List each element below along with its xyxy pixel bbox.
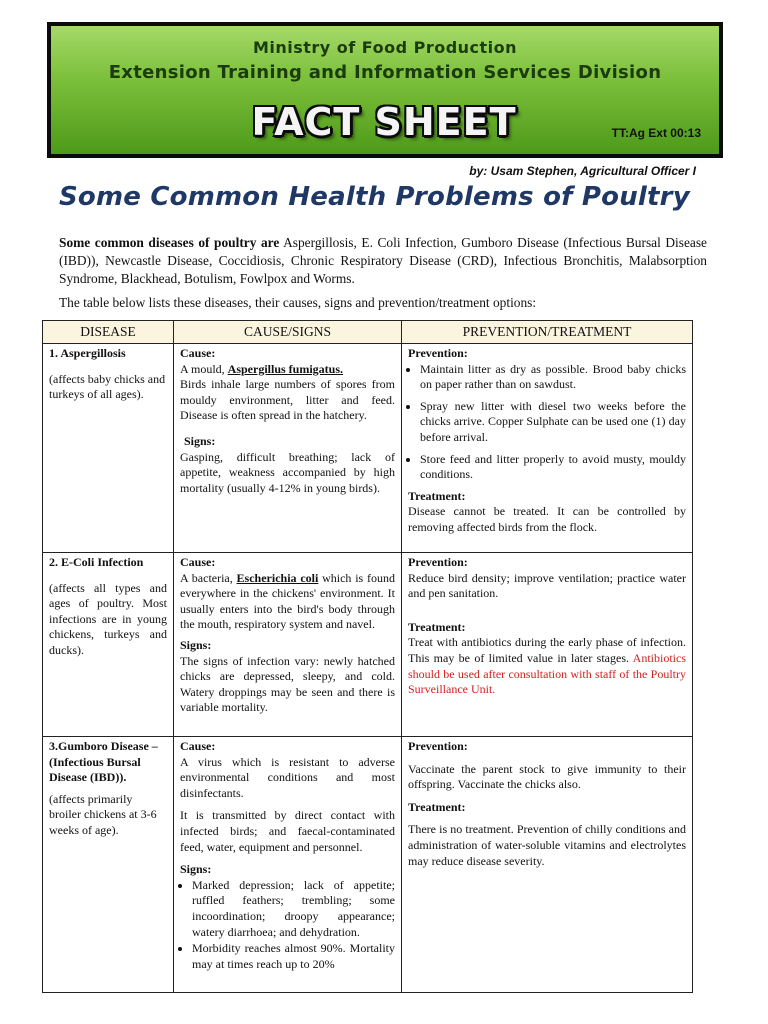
table-row: [43, 344, 693, 553]
header-cause-signs: CAUSE/SIGNS: [174, 321, 402, 344]
header-banner: [47, 22, 723, 158]
treatment-text: There is no treatment. Prevention of chilly conditions and administration of water-soluble vitamins and electrolytes may reduce disease severity.: [408, 822, 686, 868]
signs-list: [180, 878, 395, 973]
signs-text: The signs of infection vary: newly hatched chicks are depressed, sleepy, and cold. Watery droppings may be seen and there is variable mortality.: [180, 653, 395, 715]
signs-item: • Morbidity reaches almost 90%. Mortality may at times reach up to 20%: [192, 941, 395, 972]
table-header-row: [43, 321, 693, 344]
header-prevention-treatment: PREVENTION/TREATMENT: [402, 321, 693, 344]
treatment-label: Treatment:: [408, 799, 466, 814]
disease-cell: [43, 553, 174, 737]
cause-pre: A bacteria,: [180, 570, 233, 585]
treatment-main: Treat with antibiotics during the early phase of infection. This may be of limited value in later stages.: [408, 635, 686, 665]
organism-name: Escherichia coli: [236, 570, 319, 585]
intro-paragraph: [59, 234, 707, 288]
cause-text-2: It is transmitted by direct contact with infected birds; and faecal-contaminated feed, water, equipment and personnel.: [180, 808, 395, 854]
table-row: [43, 553, 693, 737]
prevention-label: Prevention:: [408, 346, 468, 360]
document-code: TT:Ag Ext 00:13: [611, 126, 701, 140]
signs-item: • Marked depression; lack of appetite; ruffled feathers; trembling; some incoordination; droopy appearance; watery diarrhoea; and dehydration.: [192, 878, 395, 940]
disease-name: 2. E-Coli Infection: [49, 555, 144, 569]
prevention-item: • Store feed and litter properly to avoid musty, mouldy conditions.: [420, 452, 686, 483]
prevention-text: Vaccinate the parent stock to give immunity to their offspring. Vaccinate the chicks also.: [408, 761, 686, 792]
cause-label: Cause:: [180, 346, 216, 360]
prevention-text: Reduce bird density; improve ventilation; practice water and pen sanitation.: [408, 570, 686, 601]
ministry-name: Ministry of Food Production: [252, 38, 518, 57]
cause-text: [180, 571, 395, 633]
disease-name: 3.Gumboro Disease – (Infectious Bursal Disease (IBD)).: [49, 739, 158, 785]
prevention-item: • Maintain litter as dry as possible. Brood baby chicks on paper rather than on sawdust.: [420, 362, 686, 393]
treatment-text: Disease cannot be treated. It can be controlled by removing affected birds from the flock.: [408, 504, 686, 534]
table-intro: The table below lists these diseases, their causes, signs and prevention/treatment options:: [59, 295, 537, 310]
cause-label: Cause:: [180, 739, 216, 753]
cause-organism-line: [180, 362, 395, 378]
prevention-treatment-cell: [402, 344, 693, 553]
cause-text: Birds inhale large numbers of spores from mouldy environment, litter and feed. Disease is often spread in the hatchery.: [180, 377, 395, 423]
page-title: Some Common Health Problems of Poultry: [59, 182, 690, 212]
signs-label: Signs:: [180, 862, 212, 877]
fact-sheet-logo: FACT SHEET: [251, 100, 517, 144]
prevention-treatment-cell: [402, 737, 693, 993]
disease-cell: [43, 737, 174, 993]
disease-affects: (affects primarily broiler chickens at 3-6 weeks of age).: [49, 791, 157, 837]
cause-text: A virus which is resistant to adverse environmental conditions and most disinfectants.: [180, 754, 395, 800]
treatment-label: Treatment:: [408, 619, 466, 634]
cause-signs-cell: [174, 553, 402, 737]
prevention-treatment-cell: [402, 553, 693, 737]
cause-pre: A mould,: [180, 361, 225, 376]
cause-label: Cause:: [180, 555, 216, 569]
cause-signs-cell: [174, 737, 402, 993]
intro-lead: Some common diseases of poultry are: [59, 235, 280, 250]
prevention-label: Prevention:: [408, 739, 468, 753]
disease-affects: (affects baby chicks and turkeys of all ages).: [49, 371, 166, 402]
organism-name: Aspergillus fumigatus.: [227, 361, 344, 376]
header-disease: DISEASE: [43, 321, 174, 344]
cause-signs-cell: [174, 344, 402, 553]
signs-label: Signs:: [184, 433, 216, 448]
prevention-list: [408, 362, 686, 483]
prevention-item: • Spray new litter with diesel two weeks before the chicks arrive. Copper Sulphate can be used one (1) day before arrival.: [420, 399, 686, 446]
signs-label: Signs:: [180, 637, 212, 652]
disease-name: 1. Aspergillosis: [49, 346, 126, 360]
disease-affects: (affects all types and ages of poultry. Most infections are in young chickens, turkeys and ducks).: [49, 580, 167, 657]
disease-table: [42, 320, 693, 993]
treatment-text: [408, 635, 686, 697]
table-row: [43, 737, 693, 993]
treatment-warning: Antibiotics should be used after consultation with staff of the Poultry Surveillance Unit.: [408, 650, 686, 697]
prevention-label: Prevention:: [408, 555, 468, 569]
division-name: Extension Training and Information Services Division: [108, 62, 662, 83]
treatment-label: Treatment:: [408, 488, 466, 503]
disease-cell: [43, 344, 174, 553]
byline: by: Usam Stephen, Agricultural Officer I: [469, 164, 696, 178]
signs-text: Gasping, difficult breathing; lack of appetite, weakness accompanied by high mortality (usually 4-12% in young birds).: [180, 449, 395, 495]
intro-text: Aspergillosis, E. Coli Infection, Gumboro Disease (Infectious Bursal Disease (IBD)), Newcastle Disease, Coccidiosis, Chronic Respiratory Disease (CRD), Infectious Bronchitis, Malabsorption Syndrome, Blackhead, Botulism, Fowlpox and Worms.: [59, 235, 707, 286]
cause-rest: which is found everywhere in the chickens' environment. It usually enters into the bird's body through the mouth, respiratory system and navel.: [180, 570, 395, 632]
